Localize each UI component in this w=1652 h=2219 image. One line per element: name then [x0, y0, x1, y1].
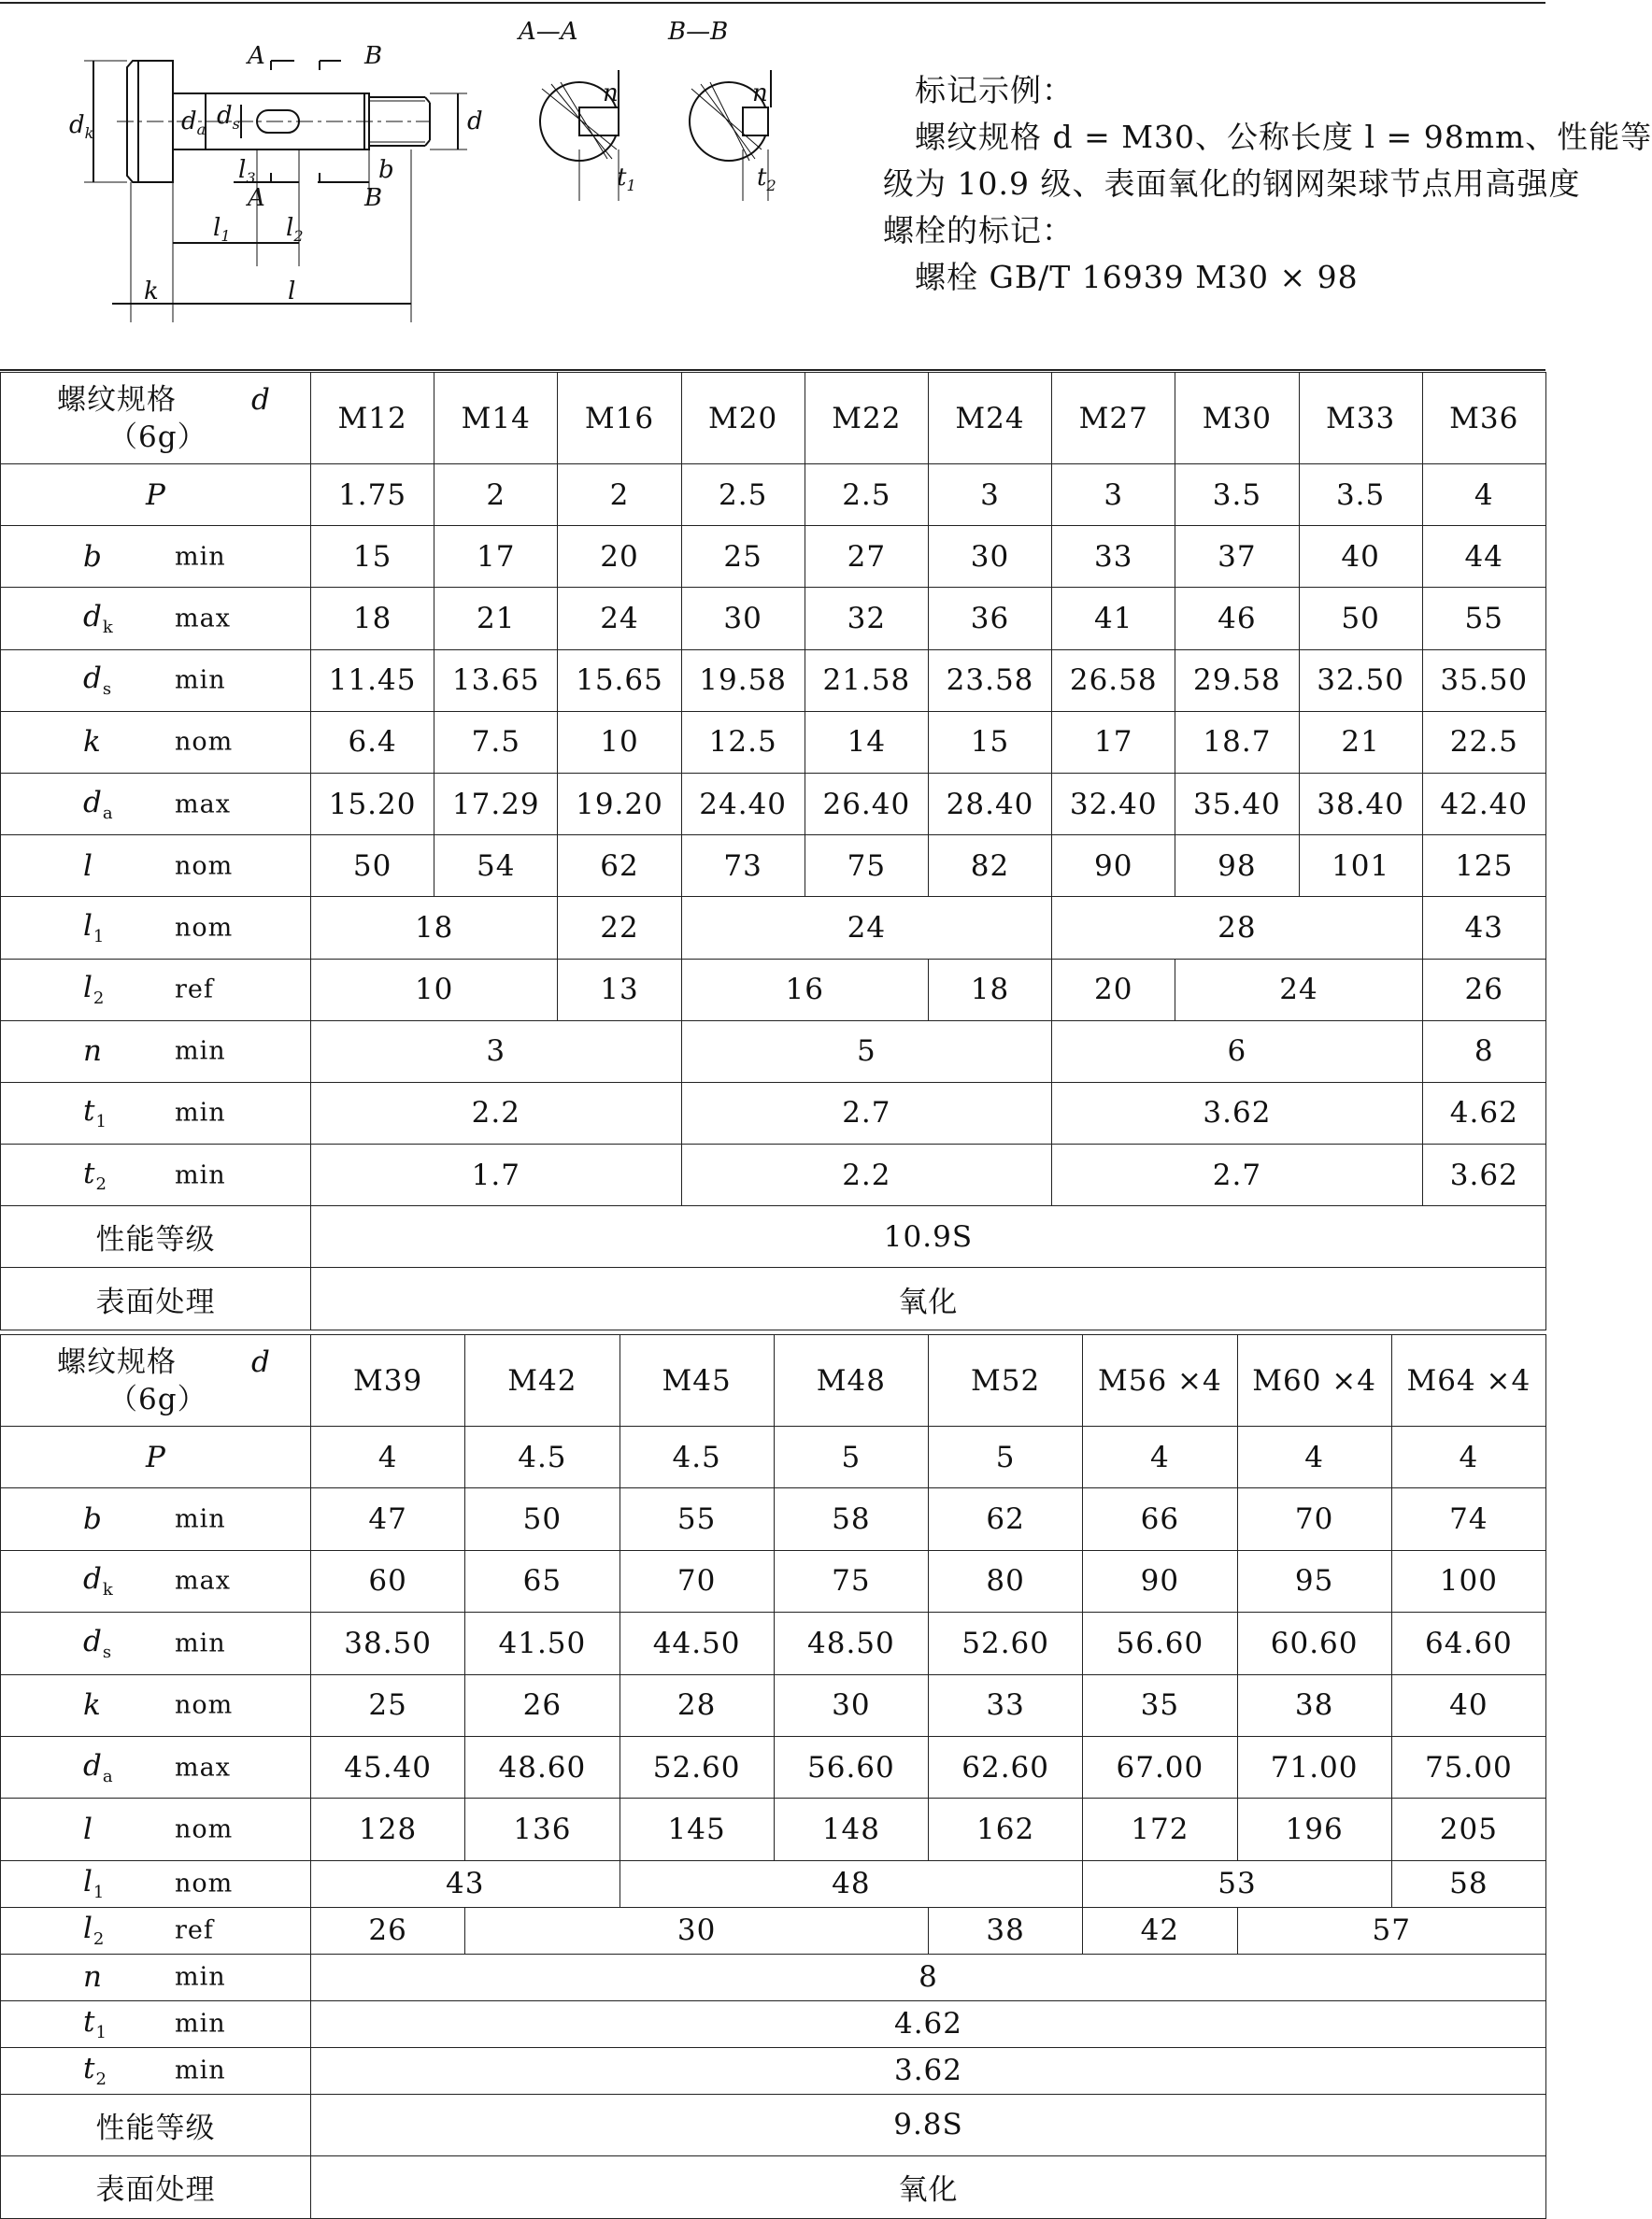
marking-example: [883, 67, 1652, 301]
value-cell: 26: [465, 1674, 620, 1736]
value-cell: 21: [1299, 711, 1422, 773]
value-cell: 48.50: [774, 1613, 928, 1674]
value-cell: 15: [311, 526, 434, 588]
table-row: [1, 1427, 1546, 1488]
value-cell: 30: [774, 1674, 928, 1736]
row-label-l: l: [83, 848, 93, 883]
value-cell: 62: [558, 835, 681, 897]
value-cell: 8: [311, 1954, 1546, 2000]
row-label-l1: $l_1$: [83, 1865, 106, 1903]
value-cell: 30: [465, 1907, 929, 1954]
value-cell: 2.2: [681, 1145, 1052, 1206]
value-cell: 18.7: [1175, 711, 1299, 773]
value-cell: 32: [805, 588, 928, 649]
value-cell: 95: [1237, 1550, 1391, 1612]
value-cell: 20: [1052, 959, 1175, 1020]
row-qualifier-t1: min: [175, 2009, 226, 2039]
label-b: b: [378, 156, 394, 184]
value-cell: 70: [620, 1550, 774, 1612]
value-cell: 15.65: [558, 649, 681, 711]
row-label-b: b: [83, 1502, 103, 1537]
value-cell: 3.62: [1422, 1145, 1545, 1206]
value-cell: 28: [1052, 897, 1423, 959]
value-cell: 82: [928, 835, 1051, 897]
value-cell: 13: [558, 959, 681, 1020]
row-label-b: b: [83, 539, 103, 574]
size-header: M24: [928, 373, 1051, 464]
value-cell: 50: [465, 1488, 620, 1550]
example-title: 标记示例：: [915, 72, 1074, 108]
value-cell: 21: [434, 588, 558, 649]
value-cell: 4.62: [311, 2000, 1546, 2047]
value-cell: 62.60: [929, 1736, 1083, 1798]
value-cell: 33: [929, 1674, 1083, 1736]
value-cell: 162: [929, 1799, 1083, 1860]
row-qualifier-ds: min: [175, 665, 226, 695]
label-l: l: [288, 277, 296, 306]
value-cell: 90: [1052, 835, 1175, 897]
row-label-n: n: [83, 1034, 103, 1069]
value-cell: 35: [1083, 1674, 1237, 1736]
table-row: [1, 773, 1546, 834]
value-cell: 75: [805, 835, 928, 897]
example-line2: 级为 10.9 级、表面氧化的钢网架球节点用高强度: [883, 165, 1581, 202]
value-cell: 4: [1422, 464, 1545, 526]
value-cell: 70: [1237, 1488, 1391, 1550]
value-cell: 17: [434, 526, 558, 588]
value-cell: 3: [1052, 464, 1175, 526]
example-line4: 螺栓 GB/T 16939 M30 × 98: [915, 259, 1359, 295]
table-row: [1, 1145, 1546, 1206]
label-l3: $l_3$: [238, 156, 256, 187]
value-cell: 41.50: [465, 1613, 620, 1674]
value-cell: 14: [805, 711, 928, 773]
row-label-l: l: [83, 1813, 93, 1847]
value-cell: 40: [1391, 1674, 1545, 1736]
value-cell: 43: [311, 1860, 620, 1907]
row-label-P: P: [146, 477, 166, 512]
value-cell: 57: [1237, 1907, 1546, 1954]
value-cell: 62: [929, 1488, 1083, 1550]
value-cell: 3: [311, 1020, 682, 1082]
row-label-da: $d_a$: [83, 1748, 114, 1786]
table-row: [1, 1082, 1546, 1144]
table-row: [1, 526, 1546, 588]
size-header: M16: [558, 373, 681, 464]
table-row: [1, 1674, 1546, 1736]
label-b-bottom: B: [364, 184, 383, 212]
value-cell: 2: [434, 464, 558, 526]
row-qualifier-t2: min: [175, 2055, 226, 2085]
spec-table-1: [0, 372, 1546, 1330]
row-label-da: $d_a$: [83, 785, 114, 823]
value-cell: 19.58: [681, 649, 805, 711]
value-cell: 128: [311, 1799, 465, 1860]
value-cell: 80: [929, 1550, 1083, 1612]
row-label-k: k: [83, 1688, 102, 1723]
value-cell: 2.7: [681, 1082, 1052, 1144]
value-cell: 3.62: [311, 2047, 1546, 2094]
value-cell: 40: [1299, 526, 1422, 588]
value-cell: 18: [928, 959, 1051, 1020]
size-header: M60 ×4: [1237, 1335, 1391, 1427]
value-cell: 32.40: [1052, 773, 1175, 834]
label-t2: $t_2$: [757, 164, 776, 194]
value-cell: 26.58: [1052, 649, 1175, 711]
row-qualifier-l1: nom: [175, 913, 234, 943]
row-qualifier-l: nom: [175, 1814, 234, 1844]
label-d: d: [467, 107, 483, 135]
value-cell: 58: [1391, 1860, 1545, 1907]
value-cell: 35.50: [1422, 649, 1545, 711]
value-cell: 66: [1083, 1488, 1237, 1550]
row-qualifier-dk: max: [175, 604, 231, 633]
value-cell: 44: [1422, 526, 1545, 588]
table-row: [1, 835, 1546, 897]
value-cell: 26.40: [805, 773, 928, 834]
value-cell: 101: [1299, 835, 1422, 897]
value-cell: 2.7: [1052, 1145, 1423, 1206]
value-cell: 13.65: [434, 649, 558, 711]
example-line3: 螺栓的标记：: [883, 212, 1074, 249]
label-a-bottom: A: [248, 184, 265, 212]
value-cell: 1.7: [311, 1145, 682, 1206]
value-cell: 42: [1083, 1907, 1237, 1954]
value-cell: 35.40: [1175, 773, 1299, 834]
value-cell: 8: [1422, 1020, 1545, 1082]
table-row: [1, 1488, 1546, 1550]
label-section-aa: A—A: [519, 18, 578, 46]
row-label-l1: $l_1$: [83, 908, 106, 946]
row-label-n: n: [83, 1960, 103, 1995]
table-row: [1, 464, 1546, 526]
value-cell: 37: [1175, 526, 1299, 588]
size-header: M30: [1175, 373, 1299, 464]
label-b-top: B: [364, 42, 383, 70]
value-cell: 75: [774, 1550, 928, 1612]
row-label-k: k: [83, 725, 102, 760]
value-cell: 26: [311, 1907, 465, 1954]
row-qualifier-l1: nom: [175, 1869, 234, 1899]
row-label-l2: $l_2$: [83, 971, 106, 1009]
value-cell: 4.62: [1422, 1082, 1545, 1144]
size-header: M42: [465, 1335, 620, 1427]
table-row: [1, 711, 1546, 773]
value-cell: 44.50: [620, 1613, 774, 1674]
value-cell: 24.40: [681, 773, 805, 834]
value-cell: 7.5: [434, 711, 558, 773]
row-qualifier-dk: max: [175, 1566, 231, 1596]
row-label-dk: $d_k$: [83, 599, 114, 638]
value-cell: 136: [465, 1799, 620, 1860]
row-label-ds: $d_s$: [83, 1624, 113, 1662]
row-label-l2: $l_2$: [83, 1912, 106, 1950]
size-header: M27: [1052, 373, 1175, 464]
value-cell: 2.2: [311, 1082, 682, 1144]
row-qualifier-b: min: [175, 1504, 226, 1534]
row-label-t2: $t_2$: [83, 2052, 107, 2090]
value-cell: 53: [1083, 1860, 1392, 1907]
surface-treatment-label: 表面处理: [1, 1268, 311, 1330]
value-cell: 12.5: [681, 711, 805, 773]
value-cell: 22.5: [1422, 711, 1545, 773]
performance-grade-label: 性能等级: [1, 2094, 311, 2155]
value-cell: 67.00: [1083, 1736, 1237, 1798]
table-row: [1, 1954, 1546, 2000]
value-cell: 33: [1052, 526, 1175, 588]
value-cell: 45.40: [311, 1736, 465, 1798]
size-header: M39: [311, 1335, 465, 1427]
value-cell: 18: [311, 588, 434, 649]
value-cell: 38.40: [1299, 773, 1422, 834]
table-row: [1, 1550, 1546, 1612]
value-cell: 73: [681, 835, 805, 897]
value-cell: 47: [311, 1488, 465, 1550]
value-cell: 6.4: [311, 711, 434, 773]
value-cell: 23.58: [928, 649, 1051, 711]
value-cell: 5: [681, 1020, 1052, 1082]
value-cell: 24: [681, 897, 1052, 959]
table-row: [1, 1736, 1546, 1798]
label-l1: $l_1$: [213, 214, 231, 245]
value-cell: 75.00: [1391, 1736, 1545, 1798]
value-cell: 2.5: [681, 464, 805, 526]
label-ds: $d_s$: [217, 102, 240, 133]
size-header: M14: [434, 373, 558, 464]
value-cell: 55: [1422, 588, 1545, 649]
value-cell: 5: [774, 1427, 928, 1488]
value-cell: 20: [558, 526, 681, 588]
value-cell: 43: [1422, 897, 1545, 959]
row-label-t1: $t_1$: [83, 1094, 107, 1132]
value-cell: 38.50: [311, 1613, 465, 1674]
value-cell: 50: [1299, 588, 1422, 649]
row-qualifier-l2: ref: [175, 1915, 214, 1945]
value-cell: 24: [1175, 959, 1422, 1020]
value-cell: 36: [928, 588, 1051, 649]
label-l2: $l_2$: [286, 214, 304, 245]
label-dk: $d_k$: [69, 111, 94, 142]
value-cell: 38: [929, 1907, 1083, 1954]
surface-treatment-value: 氧化: [311, 1268, 1546, 1330]
value-cell: 65: [465, 1550, 620, 1612]
value-cell: 148: [774, 1799, 928, 1860]
value-cell: 196: [1237, 1799, 1391, 1860]
value-cell: 4: [1391, 1427, 1545, 1488]
value-cell: 56.60: [774, 1736, 928, 1798]
value-cell: 10: [311, 959, 558, 1020]
row-qualifier-t2: min: [175, 1160, 226, 1190]
table-row: [1, 1613, 1546, 1674]
table-row: [1, 1860, 1546, 1907]
row-label-P: P: [146, 1440, 166, 1474]
header-label: 螺纹规格 d （6g）: [1, 1335, 311, 1427]
value-cell: 3.5: [1299, 464, 1422, 526]
value-cell: 145: [620, 1799, 774, 1860]
value-cell: 17.29: [434, 773, 558, 834]
value-cell: 46: [1175, 588, 1299, 649]
table-row: [1, 649, 1546, 711]
label-n-aa: n: [603, 79, 619, 107]
label-n-bb: n: [752, 79, 768, 107]
value-cell: 24: [558, 588, 681, 649]
size-header: M36: [1422, 373, 1545, 464]
value-cell: 41: [1052, 588, 1175, 649]
label-a-top: A: [248, 42, 265, 70]
value-cell: 90: [1083, 1550, 1237, 1612]
value-cell: 3.5: [1175, 464, 1299, 526]
value-cell: 28: [620, 1674, 774, 1736]
size-header: M52: [929, 1335, 1083, 1427]
value-cell: 3.62: [1052, 1082, 1423, 1144]
value-cell: 60.60: [1237, 1613, 1391, 1674]
label-t1: $t_1$: [617, 164, 636, 194]
size-header: M64 ×4: [1391, 1335, 1545, 1427]
value-cell: 6: [1052, 1020, 1423, 1082]
table-row: [1, 1020, 1546, 1082]
row-qualifier-ds: min: [175, 1629, 226, 1658]
table-row: [1, 959, 1546, 1020]
table-row: [1, 1907, 1546, 1954]
value-cell: 1.75: [311, 464, 434, 526]
value-cell: 25: [311, 1674, 465, 1736]
value-cell: 27: [805, 526, 928, 588]
value-cell: 50: [311, 835, 434, 897]
row-label-t2: $t_2$: [83, 1156, 107, 1194]
label-section-bb: B—B: [668, 18, 729, 46]
bolt-drawing: [56, 19, 822, 336]
value-cell: 21.58: [805, 649, 928, 711]
value-cell: 30: [681, 588, 805, 649]
value-cell: 125: [1422, 835, 1545, 897]
example-line1: 螺纹规格 d = M30、公称长度 l = 98mm、性能等: [915, 119, 1652, 155]
value-cell: 98: [1175, 835, 1299, 897]
value-cell: 26: [1422, 959, 1545, 1020]
value-cell: 60: [311, 1550, 465, 1612]
value-cell: 11.45: [311, 649, 434, 711]
value-cell: 28.40: [928, 773, 1051, 834]
table-row: [1, 2000, 1546, 2047]
value-cell: 5: [929, 1427, 1083, 1488]
value-cell: 4: [1237, 1427, 1391, 1488]
value-cell: 2: [558, 464, 681, 526]
value-cell: 2.5: [805, 464, 928, 526]
row-qualifier-da: max: [175, 789, 231, 819]
value-cell: 15: [928, 711, 1051, 773]
value-cell: 22: [558, 897, 681, 959]
performance-grade-value: 9.8S: [311, 2094, 1546, 2155]
mid-rule: [0, 369, 1545, 371]
row-label-ds: $d_s$: [83, 661, 113, 700]
value-cell: 74: [1391, 1488, 1545, 1550]
top-rule: [0, 2, 1545, 4]
surface-treatment-label: 表面处理: [1, 2156, 311, 2218]
row-qualifier-n: min: [175, 1962, 226, 1992]
value-cell: 16: [681, 959, 928, 1020]
value-cell: 42.40: [1422, 773, 1545, 834]
value-cell: 3: [928, 464, 1051, 526]
performance-grade-label: 性能等级: [1, 1206, 311, 1268]
size-header: M33: [1299, 373, 1422, 464]
table-row: [1, 588, 1546, 649]
label-da: $d_a$: [181, 107, 206, 138]
value-cell: 54: [434, 835, 558, 897]
performance-grade-value: 10.9S: [311, 1206, 1546, 1268]
value-cell: 52.60: [929, 1613, 1083, 1674]
value-cell: 205: [1391, 1799, 1545, 1860]
table-row: [1, 2047, 1546, 2094]
value-cell: 48: [620, 1860, 1083, 1907]
row-qualifier-k: nom: [175, 727, 234, 757]
value-cell: 15.20: [311, 773, 434, 834]
value-cell: 17: [1052, 711, 1175, 773]
spec-table-2: [0, 1334, 1546, 2219]
header-label: 螺纹规格 d （6g）: [1, 373, 311, 464]
value-cell: 64.60: [1391, 1613, 1545, 1674]
value-cell: 10: [558, 711, 681, 773]
value-cell: 38: [1237, 1674, 1391, 1736]
value-cell: 100: [1391, 1550, 1545, 1612]
value-cell: 18: [311, 897, 558, 959]
value-cell: 4.5: [620, 1427, 774, 1488]
row-qualifier-l2: ref: [175, 974, 214, 1004]
size-header: M56 ×4: [1083, 1335, 1237, 1427]
value-cell: 4: [311, 1427, 465, 1488]
row-qualifier-n: min: [175, 1036, 226, 1066]
value-cell: 55: [620, 1488, 774, 1550]
size-header: M45: [620, 1335, 774, 1427]
surface-treatment-value: 氧化: [311, 2156, 1546, 2218]
row-label-t1: $t_1$: [83, 2005, 107, 2043]
row-qualifier-b: min: [175, 542, 226, 572]
table-row: [1, 1799, 1546, 1860]
value-cell: 71.00: [1237, 1736, 1391, 1798]
row-qualifier-k: nom: [175, 1690, 234, 1720]
value-cell: 58: [774, 1488, 928, 1550]
value-cell: 32.50: [1299, 649, 1422, 711]
size-header: M12: [311, 373, 434, 464]
value-cell: 4.5: [465, 1427, 620, 1488]
value-cell: 19.20: [558, 773, 681, 834]
label-k: k: [144, 277, 159, 306]
table-row: [1, 897, 1546, 959]
value-cell: 48.60: [465, 1736, 620, 1798]
size-header: M20: [681, 373, 805, 464]
value-cell: 30: [928, 526, 1051, 588]
value-cell: 172: [1083, 1799, 1237, 1860]
size-header: M22: [805, 373, 928, 464]
value-cell: 29.58: [1175, 649, 1299, 711]
value-cell: 56.60: [1083, 1613, 1237, 1674]
row-qualifier-l: nom: [175, 851, 234, 881]
row-qualifier-da: max: [175, 1753, 231, 1783]
size-header: M48: [774, 1335, 928, 1427]
value-cell: 25: [681, 526, 805, 588]
row-qualifier-t1: min: [175, 1098, 226, 1128]
value-cell: 4: [1083, 1427, 1237, 1488]
value-cell: 52.60: [620, 1736, 774, 1798]
row-label-dk: $d_k$: [83, 1562, 114, 1600]
